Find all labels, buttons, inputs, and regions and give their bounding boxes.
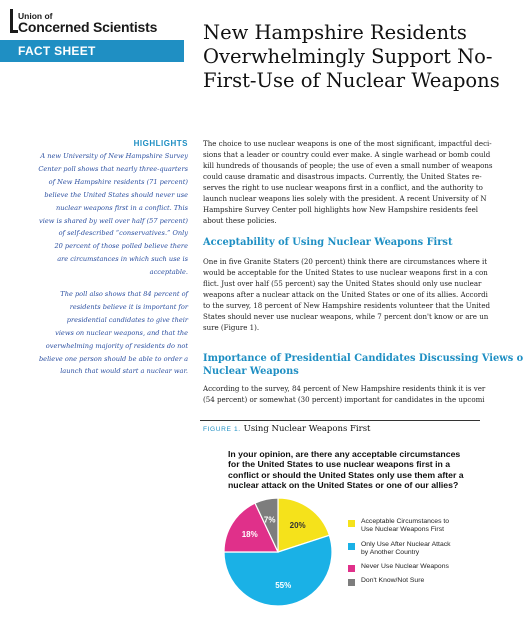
intro-line-5: serves the right to use nuclear weapons first in a conflict, and the authority to (203, 183, 483, 192)
hl1-line-10: acceptable. (149, 268, 188, 277)
hl2-line-5: overwhelming majority of residents do not (45, 341, 188, 350)
hl1-line-6: view is shared by well over half (57 percent) (39, 216, 188, 225)
s1-line-6: States should never use nuclear weapons, while 7 percent don't know or are un (203, 312, 489, 321)
intro-line-1: The choice to use nuclear weapons is one of the most significant, impactful deci- (203, 139, 492, 148)
s2-line-1: According to the survey, 84 percent of New Hampshire residents think it is ver (203, 384, 486, 393)
figure-label: FIGURE 1. (203, 426, 241, 433)
highlights-heading: HIGHLIGHTS (133, 139, 188, 148)
hl1-line-9: are circumstances in which such use is (57, 255, 188, 264)
legend-label: Never Use Nuclear Weapons (361, 563, 449, 571)
legend-swatch (348, 579, 355, 586)
chart-question-line-3: conflict or should the United States only use them after a (228, 469, 464, 480)
s1-line-7: sure (Figure 1). (203, 323, 260, 332)
legend-label: Don't Know/Not Sure (361, 577, 425, 585)
s2-line-2: (54 percent) or somewhat (30 percent) important for candidates in the upcomi (203, 395, 485, 404)
section-heading-acceptability: Acceptability of Using Nuclear Weapons First (203, 237, 453, 248)
s1-line-4: weapons after a nuclear attack on the United States or one of its allies. Accordi (203, 290, 488, 299)
hl1-line-8: 20 percent of those polled believe there (54, 242, 188, 251)
intro-line-7: Hampshire Survey Center poll highlights how New Hampshire residents feel (203, 205, 479, 214)
hl1-line-7: of self-described “conservatives.” Only (58, 229, 188, 238)
logo-line-2: Concerned Scientists (18, 19, 158, 35)
hl1-line-2: Center poll shows that nearly three-quarters (38, 164, 188, 173)
legend-swatch (348, 520, 355, 527)
pie-data-label-4: 7% (263, 515, 276, 525)
hl2-line-4: views on nuclear weapons, and that the (55, 328, 188, 337)
hl1-line-4: believe the United States should never use (44, 190, 188, 199)
pie-data-label-1: 20% (289, 520, 306, 530)
legend-swatch (348, 543, 355, 550)
pie-data-label-2: 55% (275, 581, 292, 591)
legend-label: Acceptable Circumstances to Use Nuclear Weapons First (361, 518, 450, 534)
intro-line-4: could cause dramatic and disastrous impacts. Currently, the United States re- (203, 172, 482, 181)
title-line-1: New Hampshire Residents (203, 21, 467, 44)
figure-name: Using Nuclear Weapons First (243, 424, 371, 434)
hl1-line-5: nuclear weapons first in a conflict. This (55, 203, 188, 212)
title-line-2: Overwhelmingly Support No- (203, 45, 493, 68)
hl1-line-1: A new University of New Hampshire Survey (40, 152, 188, 160)
s1-line-1: One in five Granite Staters (20 percent) think there are circumstances where it (203, 257, 488, 266)
intro-line-2: sions that a leader or country could ever make. A single warhead or bomb could (203, 150, 491, 159)
intro-line-3: kill hundreds of thousands of people; the use of even a small number of weapons (203, 161, 493, 170)
s2-heading-line-1: Importance of Presidential Candidates Discussing Views o (203, 353, 523, 364)
hl1-line-3: of New Hampshire residents (71 percent) (48, 177, 188, 186)
hl2-line-7: launch that would start a nuclear war. (60, 367, 188, 376)
legend-item-3 (348, 563, 480, 571)
legend-item-1 (348, 518, 480, 535)
intro-line-6: launch nuclear weapons lies solely with the president. A recent University of N (203, 194, 487, 203)
s1-line-2: would be acceptable for the United States to use nuclear weapons first in a con (203, 268, 488, 277)
intro-line-8: about these policies. (203, 216, 277, 225)
s2-heading-line-2: Nuclear Weapons (203, 366, 299, 377)
s1-line-3: flict. Just over half (55 percent) say the United States should only use nuclear (203, 279, 482, 288)
legend-item-2 (348, 541, 480, 558)
hl2-line-1: The poll also shows that 84 percent of (60, 290, 188, 298)
logo-line-1: Union of (18, 11, 53, 21)
hl2-line-3: presidential candidates to give their (66, 315, 188, 324)
chart-legend (348, 518, 480, 592)
chart-question-line-1: In your opinion, are there any acceptable circumstances (228, 449, 461, 459)
legend-label: Only Use After Nuclear Attack by Another Country (361, 540, 451, 556)
title-line-3: First-Use of Nuclear Weapons (203, 69, 500, 92)
pie-data-label-3: 18% (241, 530, 258, 540)
hl2-line-6: believe one person should be able to order a (38, 354, 188, 363)
legend-item-4 (348, 577, 480, 585)
hl2-line-2: residents believe it is important for (69, 302, 188, 311)
fact-sheet-banner: FACT SHEET (0, 40, 184, 62)
chart-question-line-4: nuclear attack on the United States or one of our allies? (228, 480, 459, 491)
s1-line-5: to the survey, 18 percent of New Hampshire residents volunteer that the United (203, 301, 491, 310)
chart-question-line-2: for the United States to use nuclear weapons first in a (228, 459, 451, 470)
legend-swatch (348, 565, 355, 572)
